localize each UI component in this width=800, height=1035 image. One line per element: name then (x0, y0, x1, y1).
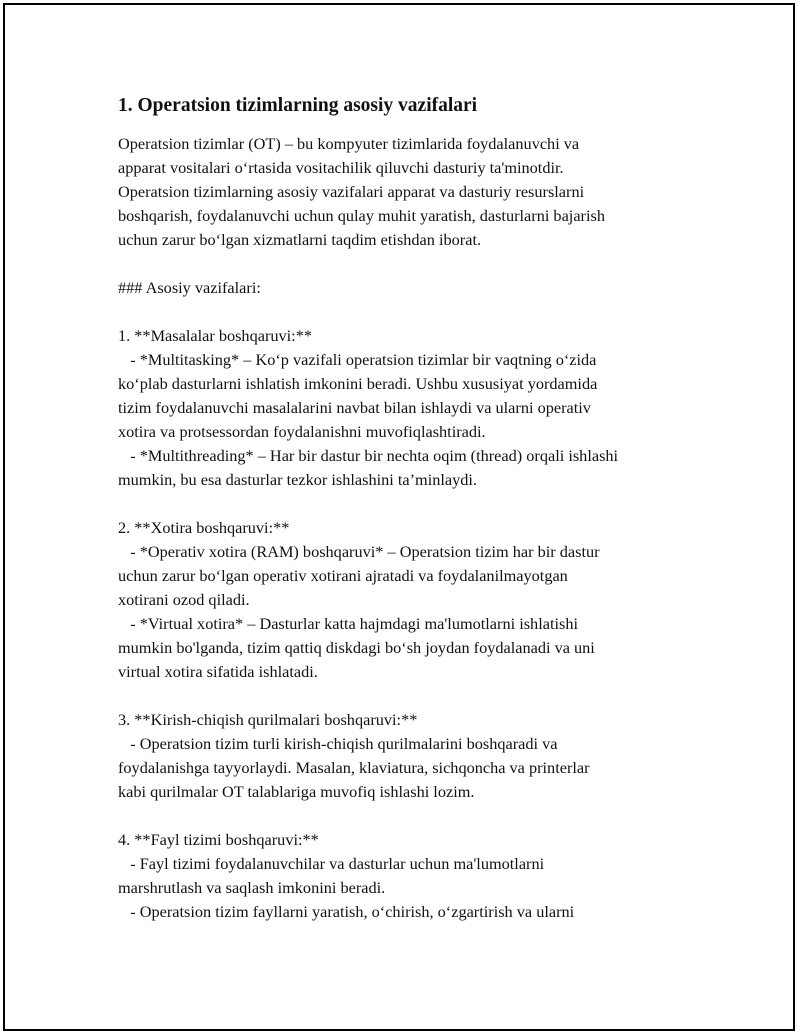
text-line: Operatsion tizimlarning asosiy vazifalari apparat va dasturiy resurslarni (118, 182, 585, 201)
text-line: - Operatsion tizim turli kirish-chiqish qurilmalarini boshqaradi va (118, 734, 558, 753)
text-line: - Operatsion tizim fayllarni yaratish, o‘chirish, o‘zgartirish va ularni (118, 902, 575, 921)
text-line: mumkin, bu esa dasturlar tezkor ishlashini ta’minlaydi. (118, 470, 478, 489)
text-line: foydalanishga tayyorlaydi. Masalan, klaviatura, sichqoncha va printerlar (118, 758, 590, 777)
text-line: mumkin bo'lganda, tizim qattiq diskdagi bo‘sh joydan foydalanadi va uni (118, 638, 595, 657)
text-line: - Fayl tizimi foydalanuvchilar va dasturlar uchun ma'lumotlarni (118, 854, 545, 873)
document-body (118, 92, 698, 924)
text-line: - *Virtual xotira* – Dasturlar katta hajmdagi ma'lumotlarni ishlatishi (118, 614, 578, 633)
text-line: ### Asosiy vazifalari: (118, 278, 261, 297)
text-line: ko‘plab dasturlarni ishlatish imkonini beradi. Ushbu xususiyat yordamida (118, 374, 598, 393)
text-line: tizim foydalanuvchi masalalarini navbat bilan ishlaydi va ularni operativ (118, 398, 591, 417)
document-text (118, 132, 698, 924)
text-line: xotira va protsessordan foydalanishni muvofiqlashtiradi. (118, 422, 486, 441)
text-line: uchun zarur bo‘lgan operativ xotirani ajratadi va foydalanilmayotgan (118, 566, 568, 585)
text-line: - *Operativ xotira (RAM) boshqaruvi* – Operatsion tizim har bir dastur (118, 542, 600, 561)
text-line: 1. **Masalalar boshqaruvi:** (118, 326, 312, 345)
blank-line (118, 300, 698, 324)
blank-line (118, 684, 698, 708)
text-line: 3. **Kirish-chiqish qurilmalari boshqaruvi:** (118, 710, 418, 729)
text-line: Operatsion tizimlar (OT) – bu kompyuter tizimlarida foydalanuvchi va (118, 134, 580, 153)
text-line: 2. **Xotira boshqaruvi:** (118, 518, 290, 537)
text-line: - *Multitasking* – Ko‘p vazifali operatsion tizimlar bir vaqtning o‘zida (118, 350, 597, 369)
blank-line (118, 252, 698, 276)
text-line: xotirani ozod qiladi. (118, 590, 250, 609)
text-line: 4. **Fayl tizimi boshqaruvi:** (118, 830, 319, 849)
text-line: kabi qurilmalar OT talablariga muvofiq ishlashi lozim. (118, 782, 475, 801)
text-line: uchun zarur bo‘lgan xizmatlarni taqdim etishdan iborat. (118, 230, 482, 249)
text-line: marshrutlash va saqlash imkonini beradi. (118, 878, 386, 897)
text-line: boshqarish, foydalanuvchi uchun qulay muhit yaratish, dasturlarni bajarish (118, 206, 605, 225)
blank-line (118, 804, 698, 828)
blank-line (118, 492, 698, 516)
text-line: virtual xotira sifatida ishlatadi. (118, 662, 318, 681)
text-line: apparat vositalari o‘rtasida vositachilik qiluvchi dasturiy ta'minotdir. (118, 158, 564, 177)
text-line: - *Multithreading* – Har bir dastur bir nechta oqim (thread) orqali ishlashi (118, 446, 619, 465)
document-title: 1. Operatsion tizimlarning asosiy vazifalari (118, 95, 478, 116)
